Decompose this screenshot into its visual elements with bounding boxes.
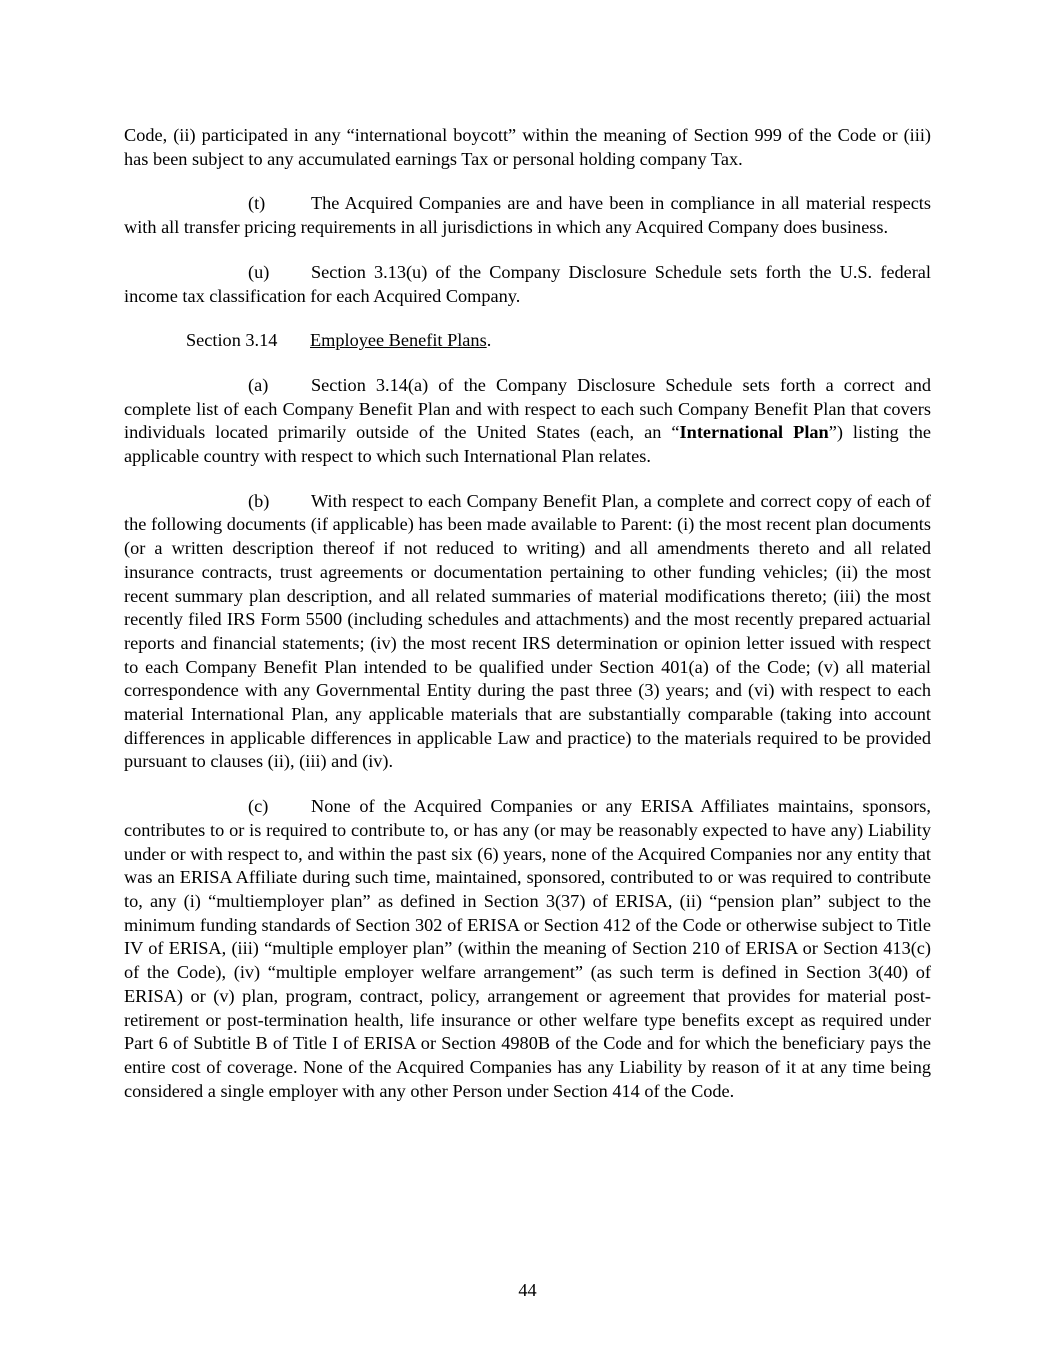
paragraph-text-a-before: Section 3.14(a) of the Company Disclosure Schedule sets forth a correct and complete list of each Company Benefit Plan and with respect to each such Company Benefit Plan that covers individuals located primarily outside of the United States (each, an “ (124, 374, 931, 443)
paragraph-label-c: (c) (248, 796, 269, 817)
page-number: 44 (518, 1280, 537, 1300)
paragraph-label-u: (u) (248, 261, 270, 282)
defined-term-international-plan: International Plan (679, 422, 829, 443)
paragraph-label-t: (t) (248, 193, 266, 214)
paragraph-label-a: (a) (248, 374, 269, 395)
paragraph-u (124, 261, 931, 308)
section-heading (124, 329, 931, 353)
paragraph-b (124, 490, 931, 774)
paragraph-text-a-after: ”) listing the applicable country with respect to which such International Plan relates. (124, 422, 931, 467)
paragraph-text-b: With respect to each Company Benefit Plan, a complete and correct copy of each of the following documents (if applicable) has been made available to Parent: (i) the most recent plan documents (or a written description thereof if not reduced to writing) and all amendments thereto and all related insurance contracts, trust agreements or documentation pertaining to other funding vehicles; (ii) the most recent summary plan description, and all related summaries of material modifications thereto; (iii) the most recently filed IRS Form 5500 (including schedules and attachments) and the most recently prepared actuarial reports and financial statements; (iv) the most recent IRS determination or opinion letter issued with respect to each Company Benefit Plan intended to be qualified under Section 401(a) of the Code; (v) all material correspondence with any Governmental Entity during the past three (3) years; and (vi) with respect to each material International Plan, any applicable materials that are substantially comparable (taking into account differences in applicable differences in applicable Law and practice) to the materials required to be provided pursuant to clauses (ii), (iii) and (iv). (124, 490, 931, 772)
document-page (124, 124, 931, 1124)
paragraph-c (124, 795, 931, 1103)
paragraph-text-c: None of the Acquired Companies or any ERISA Affiliates maintains, sponsors, contributes to or is required to contribute to, or has any (or may be reasonably expected to have any) Liability under or with respect to, and within the past six (6) years, none of the Acquired Companies nor any entity that was an ERISA Affiliate during such time, maintained, sponsored, contributed to or was required to contribute to, any (i) “multiemployer plan” as defined in Section 3(37) of ERISA, (ii) “pension plan” subject to the minimum funding standards of Section 302 of ERISA or Section 412 of the Code or otherwise subject to Title IV of ERISA, (iii) “multiple employer plan” (within the meaning of Section 210 of ERISA or Section 413(c) of the Code), (iv) “multiple employer welfare arrangement” (as such term is defined in Section 3(40) of ERISA) or (v) plan, program, contract, policy, arrangement or agreement that provides for material post-retirement or post-termination health, life insurance or other welfare type benefits except as required under Part 6 of Subtitle B of Title I of ERISA or Section 4980B of the Code and for which the beneficiary pays the entire cost of coverage. None of the Acquired Companies has any Liability by reason of it at any time being considered a single employer with any other Person under Section 414 of the Code. (124, 796, 931, 1101)
paragraph-text-t: The Acquired Companies are and have been in compliance in all material respects with all transfer pricing requirements in all jurisdictions in which any Acquired Company does business. (124, 193, 931, 238)
paragraph-intro: Code, (ii) participated in any “international boycott” within the meaning of Section 999 of the Code or (iii) has been subject to any accumulated earnings Tax or personal holding company Tax. (124, 125, 931, 169)
section-title-suffix: . (486, 330, 492, 351)
paragraph-a (124, 374, 931, 469)
paragraph-t (124, 192, 931, 239)
section-number: Section 3.14 (186, 330, 278, 351)
paragraph-label-b: (b) (248, 490, 270, 511)
section-title: Employee Benefit Plans (310, 330, 487, 351)
paragraph-text-u: Section 3.13(u) of the Company Disclosure Schedule sets forth the U.S. federal income tax classification for each Acquired Company. (124, 261, 931, 306)
